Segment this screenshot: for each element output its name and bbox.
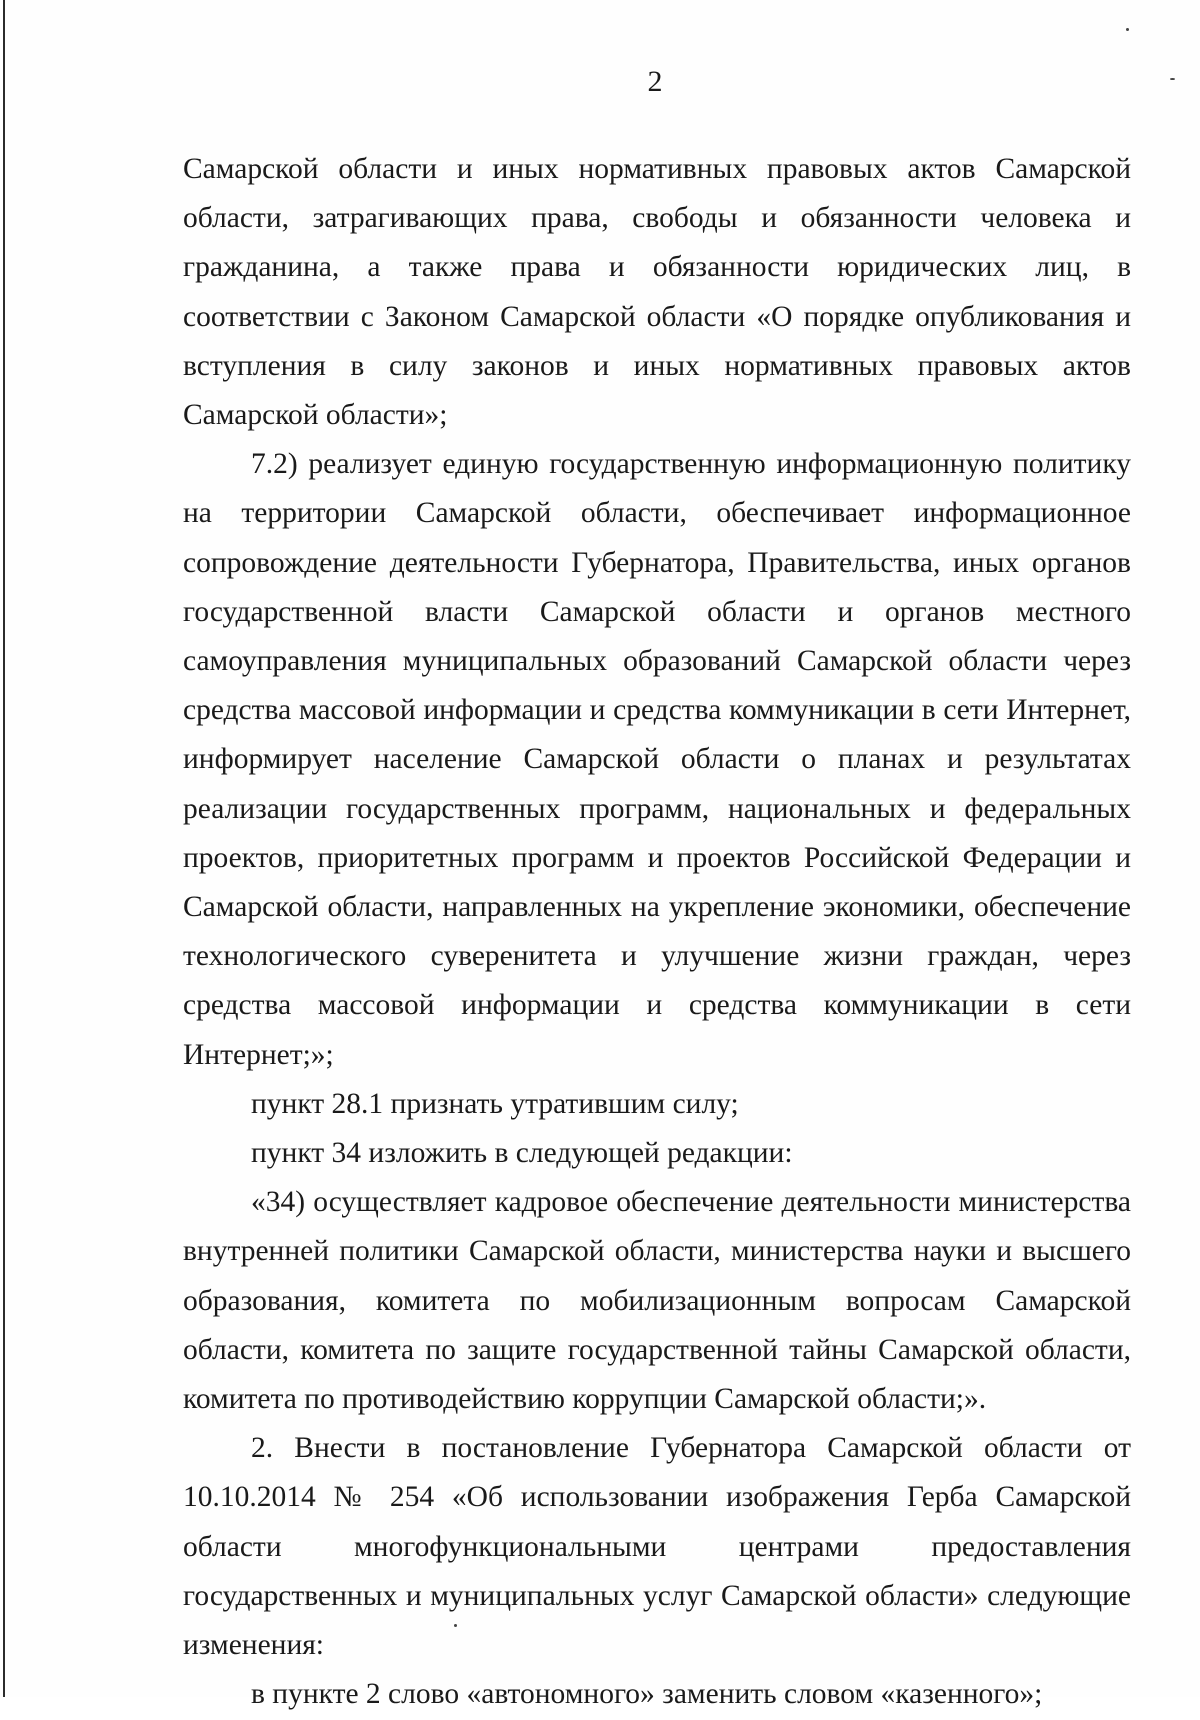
paragraph-item-34-intro: пункт 34 изложить в следующей редакции: xyxy=(251,1137,793,1170)
paragraph-item-28-1: пункт 28.1 признать утратившим силу; xyxy=(251,1087,739,1120)
page-number: 2 xyxy=(647,65,663,98)
document-body xyxy=(183,145,1131,1720)
paragraph-item-7-2: 7.2) реализует единую государственную информационную политику на территории Самарской области, обеспечивает информационное сопровождение деятельности Губернатора, Правительства, иных органов государственной власти Самарской области и органов местного самоуправления муниципальных образований Самарской области через средства массовой информации и средства коммуникации в сети Интернет, информирует население Самарской области о планах и результатах реализации государственных программ, национальных и федеральных проектов, приоритетных программ и проектов Российской Федерации и Самарской области, направленных на укрепление экономики, обеспечение технологического суверенитета и улучшение жизни граждан, через средства массовой информации и средства коммуникации в сети Интернет;»; xyxy=(183,448,1131,1071)
paragraph-section-2: 2. Внести в постановление Губернатора Самарской области от 10.10.2014 № 254 «Об использовании изображения Герба Самарской области многофункциональными центрами предоставления государственных и муниципальных услуг Самарской области» следующие изменения: xyxy=(183,1432,1131,1662)
scan-speck xyxy=(1126,28,1129,31)
paragraph-section-2-item: в пункте 2 слово «автономного» заменить словом «казенного»; xyxy=(251,1678,1043,1711)
paragraph-item-34-text: «34) осуществляет кадровое обеспечение деятельности министерства внутренней политики Самарской области, министерства науки и высшего образования, комитета по мобилизационным вопросам Самарской области, комитета по защите государственной тайны Самарской области, комитета по противодействию коррупции Самарской области;». xyxy=(183,1186,1131,1416)
paragraph-continuation: Самарской области и иных нормативных правовых актов Самарской области, затрагивающих права, свободы и обязанности человека и гражданина, а также права и обязанности юридических лиц, в соответствии с Законом Самарской области «О порядке опубликования и вступления в силу законов и иных нормативных правовых актов Самарской области»; xyxy=(183,153,1131,432)
scan-edge-line xyxy=(3,0,5,1697)
scan-speck xyxy=(454,1624,457,1627)
scan-speck xyxy=(1170,78,1175,80)
